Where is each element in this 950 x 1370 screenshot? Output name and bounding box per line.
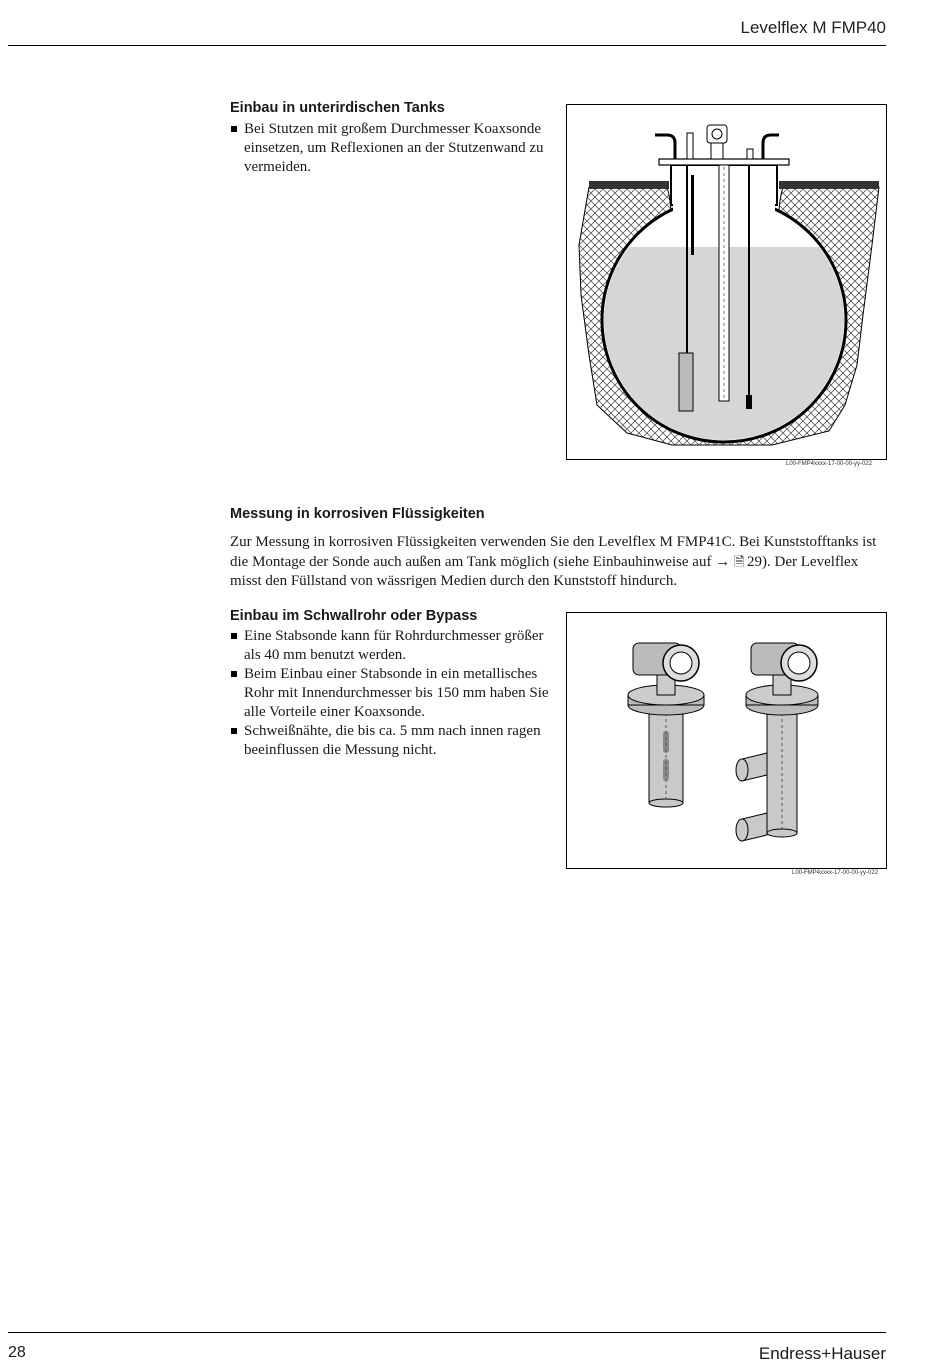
figure-id-stillwell: L00-FMP4xxxx-17-00-00-yy-022 [792, 870, 879, 876]
bullet-list-stillwell [230, 627, 552, 760]
list-item: Schweißnähte, die bis ca. 5 mm nach innen ragen beeinflussen die Messung nicht. [230, 722, 552, 760]
paragraph-text: Zur Messung in korrosiven Flüssigkeiten verwenden Sie den Levelflex M FMP41C. Bei Kunststofftanks ist die Montage der Sonde auch außen am Tank möglich (siehe Einbauhinweise auf → [230, 534, 877, 570]
page-reference-link[interactable]: 29 [747, 554, 763, 570]
underground-tank-illustration [567, 105, 886, 459]
document-title: Levelflex M FMP40 [740, 18, 886, 37]
figure-underground-tank [566, 104, 887, 460]
paragraph-text: ). Der Levelflex misst den Füllstand von wässrigen Medien durch den Kunststoff hindurch. [230, 554, 859, 589]
list-item: Beim Einbau einer Stabsonde in ein metallisches Rohr mit Innendurchmesser bis 150 mm haben Sie alle Vorteile einer Koaxsonde. [230, 665, 552, 722]
section-heading-stillwell-bypass: Einbau im Schwallrohr oder Bypass [230, 608, 478, 624]
list-item: Eine Stabsonde kann für Rohrdurchmesser größer als 40 mm benutzt werden. [230, 627, 552, 665]
figure-stillwell-bypass [566, 612, 887, 869]
brand-name: Endress+Hauser [758, 1344, 886, 1363]
section-heading-corrosive-liquids: Messung in korrosiven Flüssigkeiten [230, 506, 485, 522]
bullet-list-underground [230, 120, 550, 177]
page-icon: 🗎 [733, 554, 748, 569]
section-heading-underground-tanks: Einbau in unterirdischen Tanks [230, 100, 445, 116]
stillwell-bypass-illustration [567, 613, 886, 868]
figure-id-underground: L00-FMP4xxxx-17-00-00-yy-022 [786, 461, 873, 467]
page-number: 28 [8, 1344, 26, 1361]
list-item: Bei Stutzen mit großem Durchmesser Koaxsonde einsetzen, um Reflexionen an der Stutzenwand zu vermeiden. [230, 120, 550, 177]
header-rule [8, 45, 886, 46]
corrosive-paragraph [230, 533, 890, 591]
footer-rule [8, 1332, 886, 1333]
